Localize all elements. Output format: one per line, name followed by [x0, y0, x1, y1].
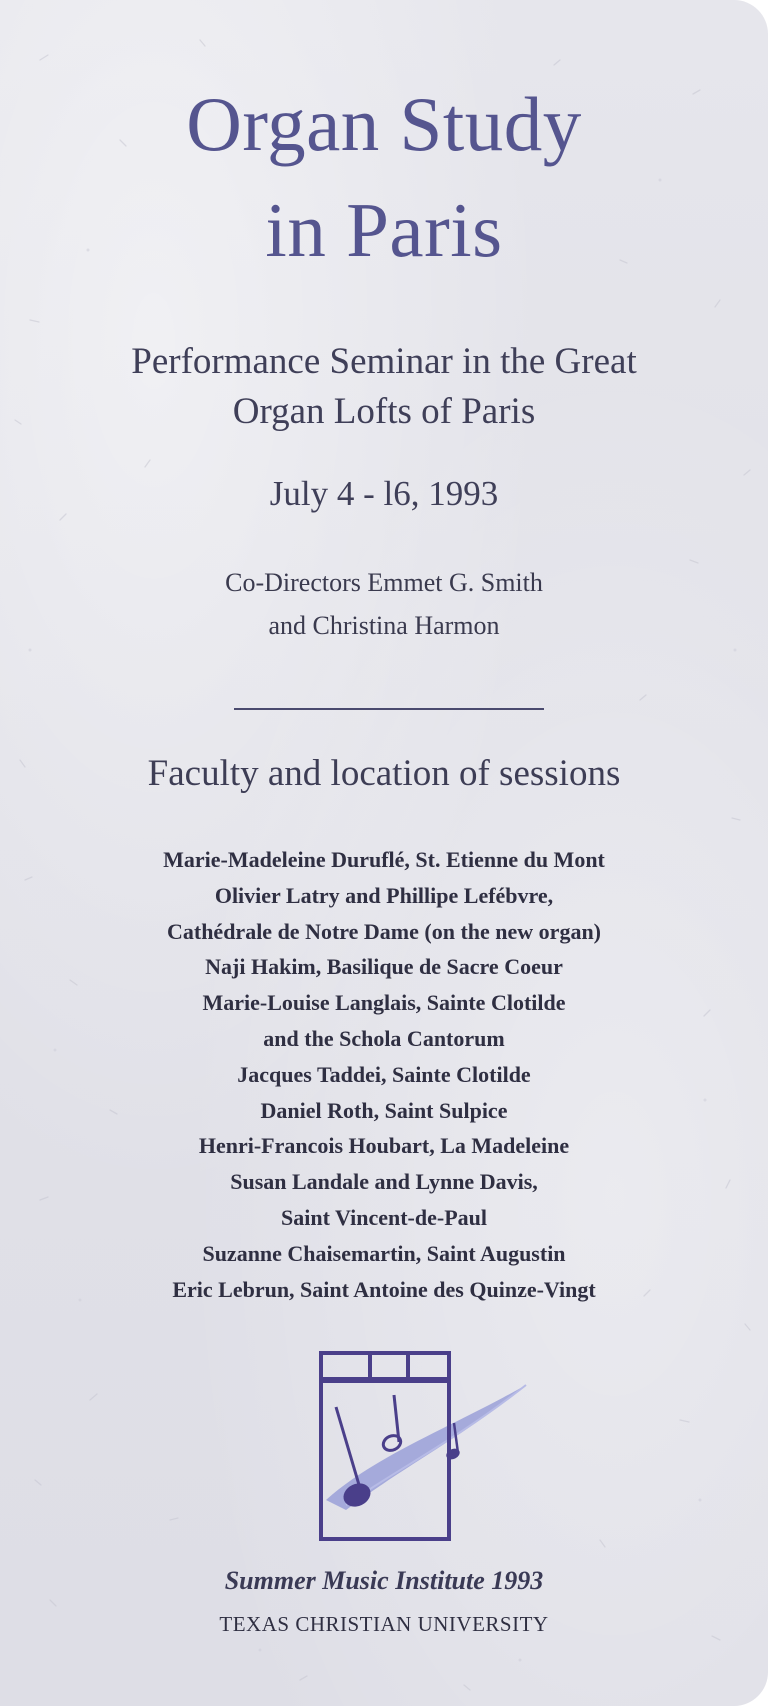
faculty-list	[0, 842, 768, 1307]
university-name: TEXAS CHRISTIAN UNIVERSITY	[219, 1612, 549, 1636]
faculty-line: Naji Hakim, Basilique de Sacre Coeur	[205, 954, 563, 980]
subtitle-line-2: Organ Lofts of Paris	[232, 391, 536, 432]
faculty-line: Saint Vincent-de-Paul	[281, 1204, 487, 1230]
section-divider	[234, 708, 544, 710]
faculty-line: Cathédrale de Notre Dame (on the new organ)	[166, 918, 602, 944]
faculty-line: Jacques Taddei, Sainte Clotilde	[237, 1061, 531, 1087]
faculty-line: Henri-Francois Houbart, La Madeleine	[198, 1133, 570, 1159]
faculty-heading: Faculty and location of sessions	[147, 753, 621, 794]
title-line-2: in Paris	[265, 187, 503, 273]
faculty-line: Olivier Latry and Phillipe Lefébvre,	[214, 882, 554, 908]
faculty-line: Marie-Louise Langlais, Sainte Clotilde	[202, 990, 566, 1016]
faculty-line: and the Schola Cantorum	[263, 1025, 505, 1051]
title-line-1: Organ Study	[186, 81, 582, 167]
faculty-line: Suzanne Chaisemartin, Saint Augustin	[202, 1240, 566, 1266]
music-institute-logo	[306, 1345, 536, 1545]
faculty-line: Susan Landale and Lynne Davis,	[230, 1169, 538, 1195]
event-dates: July 4 - l6, 1993	[269, 474, 499, 513]
directors-line-1: Co-Directors Emmet G. Smith	[225, 568, 543, 597]
faculty-line: Daniel Roth, Saint Sulpice	[260, 1097, 508, 1123]
subtitle-line-1: Performance Seminar in the Great	[131, 341, 637, 382]
directors-line-2: and Christina Harmon	[268, 611, 500, 640]
faculty-line: Marie-Madeleine Duruflé, St. Etienne du Mont	[163, 847, 605, 872]
faculty-line: Eric Lebrun, Saint Antoine des Quinze-Vingt	[172, 1276, 596, 1302]
institute-name: Summer Music Institute 1993	[224, 1566, 544, 1595]
